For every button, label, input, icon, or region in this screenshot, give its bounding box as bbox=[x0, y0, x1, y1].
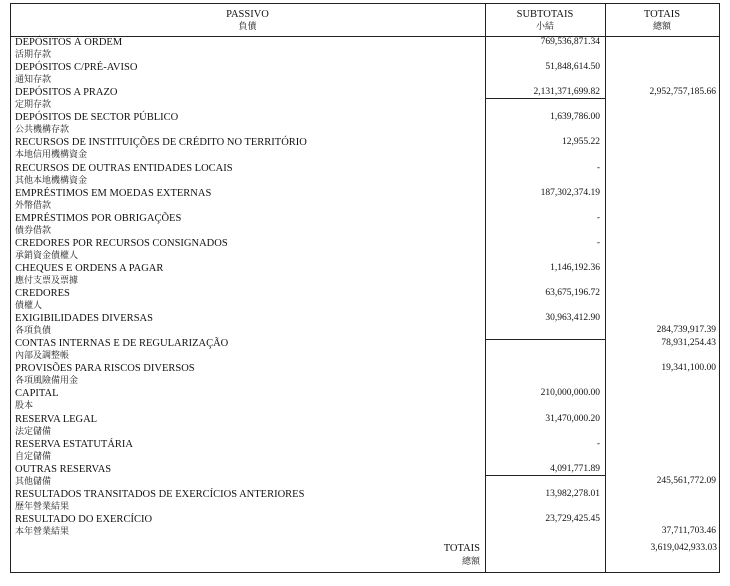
row-subtotal: - bbox=[596, 438, 600, 449]
row-total: 37,711,703.46 bbox=[661, 525, 716, 536]
row-label-zh: 股本 bbox=[15, 400, 34, 411]
row-label: DEPÓSITOS A PRAZO bbox=[15, 87, 118, 99]
row-subtotal: - bbox=[596, 237, 600, 248]
row-subtotal: - bbox=[596, 162, 600, 173]
row-label-zh: 債權人 bbox=[15, 300, 43, 310]
row-subtotal: 2,131,371,699.82 bbox=[533, 87, 600, 98]
row-label: RESERVA ESTATUTÁRIA bbox=[15, 438, 134, 450]
row-label: RESERVA LEGAL bbox=[15, 413, 98, 425]
row-label-zh: 其他本地機構資金 bbox=[15, 174, 88, 185]
header-subtotais-zh: 小結 bbox=[535, 21, 554, 31]
row-subtotal: 187,302,374.19 bbox=[540, 187, 600, 198]
row-label: CREDORES POR RECURSOS CONSIGNADOS bbox=[15, 237, 228, 249]
row-total: 78,931,254.43 bbox=[661, 338, 716, 349]
header-subtotais: SUBTOTAIS bbox=[516, 9, 574, 20]
subtotal-rule bbox=[486, 339, 605, 340]
row-label-zh: 活期存款 bbox=[15, 49, 52, 59]
row-subtotal: 63,675,196.72 bbox=[545, 288, 600, 298]
row-subtotal: 23,729,425.45 bbox=[545, 513, 600, 524]
row-label-zh: 其他儲備 bbox=[15, 475, 52, 486]
row-label: EMPRÉSTIMOS EM MOEDAS EXTERNAS bbox=[15, 187, 212, 199]
footer-totais-label-zh: 總額 bbox=[461, 556, 480, 566]
subtotal-rule bbox=[486, 475, 605, 476]
row-subtotal: 4,091,771.89 bbox=[550, 463, 600, 474]
header-passivo: PASSIVO bbox=[226, 9, 269, 20]
row-subtotal: 13,982,278.01 bbox=[545, 488, 600, 499]
row-label: RECURSOS DE OUTRAS ENTIDADES LOCAIS bbox=[15, 162, 233, 174]
row-label: RESULTADOS TRANSITADOS DE EXERCÍCIOS ANTERIORES bbox=[15, 488, 305, 500]
row-label-zh: 法定儲備 bbox=[15, 425, 52, 436]
row-total: 284,739,917.39 bbox=[656, 325, 716, 336]
row-label: CHEQUES E ORDENS A PAGAR bbox=[15, 262, 164, 274]
row-label-zh: 定期存款 bbox=[15, 99, 52, 110]
row-label: CONTAS INTERNAS E DE REGULARIZAÇÃO bbox=[15, 338, 229, 350]
row-label: EXIGIBILIDADES DIVERSAS bbox=[15, 313, 153, 325]
header-totais: TOTAIS bbox=[643, 9, 681, 20]
header-totais-zh: 總額 bbox=[652, 21, 671, 31]
row-label-zh: 自定儲備 bbox=[15, 450, 52, 461]
row-total: 19,341,100.00 bbox=[661, 363, 716, 374]
row-label: PROVISÕES PARA RISCOS DIVERSOS bbox=[15, 363, 195, 375]
row-subtotal: 12,955.22 bbox=[562, 137, 600, 148]
left-border bbox=[10, 3, 11, 573]
row-label: RESULTADO DO EXERCÍCIO bbox=[15, 513, 153, 525]
row-label: EMPRÉSTIMOS POR OBRIGAÇÕES bbox=[15, 212, 182, 224]
row-label: CAPITAL bbox=[15, 388, 59, 400]
row-label: DEPÓSITOS DE SECTOR PÚBLICO bbox=[15, 112, 179, 124]
footer-totais-label: TOTAIS bbox=[443, 543, 480, 554]
row-total: 2,952,757,185.66 bbox=[649, 87, 716, 98]
row-subtotal: 31,470,000.20 bbox=[545, 413, 600, 424]
row-subtotal: 769,536,871.34 bbox=[540, 37, 600, 47]
row-label: DEPÓSITOS C/PRÉ-AVISO bbox=[15, 62, 138, 74]
header-passivo-zh: 負債 bbox=[238, 21, 257, 31]
row-label-zh: 各項風險備用金 bbox=[15, 375, 79, 386]
row-label: DEPÓSITOS À ORDEM bbox=[15, 37, 123, 48]
row-label-zh: 各項負債 bbox=[15, 325, 52, 336]
row-total: 245,561,772.09 bbox=[656, 475, 716, 486]
row-label-zh: 公共機構存款 bbox=[15, 124, 70, 135]
row-subtotal: 210,000,000.00 bbox=[540, 388, 600, 399]
row-label-zh: 本地信用機構資金 bbox=[15, 149, 88, 160]
subtotal-rule bbox=[486, 98, 605, 99]
row-label: CREDORES bbox=[15, 288, 70, 299]
right-border bbox=[719, 3, 720, 573]
footer-grand-total: 3,619,042,933.03 bbox=[650, 543, 717, 553]
bottom-border bbox=[10, 572, 720, 573]
row-label-zh: 承銷資金債權人 bbox=[15, 249, 79, 260]
row-label: RECURSOS DE INSTITUIÇÕES DE CRÉDITO NO TERRITÓRIO bbox=[15, 137, 307, 149]
row-subtotal: 1,639,786.00 bbox=[550, 112, 600, 123]
row-label-zh: 內部及調整帳 bbox=[15, 350, 70, 361]
row-label-zh: 歷年營業結果 bbox=[15, 500, 70, 511]
row-label: OUTRAS RESERVAS bbox=[15, 463, 112, 475]
row-label-zh: 外幣借款 bbox=[15, 199, 52, 210]
top-border bbox=[10, 3, 720, 4]
row-subtotal: 30,963,412.90 bbox=[545, 313, 600, 324]
row-subtotal: 1,146,192.36 bbox=[550, 262, 600, 273]
row-label-zh: 應付支票及票據 bbox=[15, 274, 79, 285]
row-subtotal: 51,848,614.50 bbox=[545, 62, 600, 73]
row-subtotal: - bbox=[596, 212, 600, 223]
row-label-zh: 本年營業結果 bbox=[15, 525, 70, 536]
row-label-zh: 債券借款 bbox=[15, 224, 52, 235]
row-label-zh: 通知存款 bbox=[15, 74, 52, 85]
